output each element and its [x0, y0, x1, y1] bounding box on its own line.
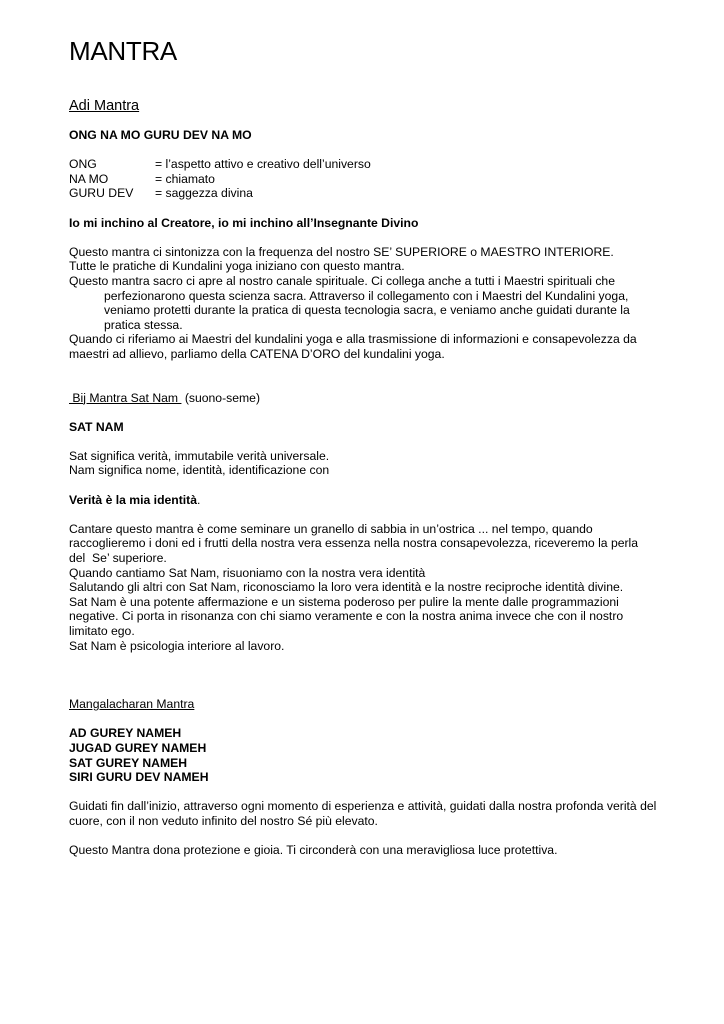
definition-term: ONG	[69, 157, 97, 172]
adi-translation: Io mi inchino al Creatore, io mi inchino all’Insegnante Divino	[69, 215, 419, 230]
definition-row	[69, 186, 659, 201]
definition-list	[69, 157, 659, 201]
mangalacharan-mantra-lines	[69, 726, 659, 784]
bij-affirmation	[69, 493, 659, 508]
bij-mantra-heading-underlined: Bij Mantra Sat Nam	[69, 390, 182, 405]
paragraph-line: Sat Nam è psicologia interiore al lavoro.	[69, 638, 285, 653]
adi-mantra-text: ONG NA MO GURU DEV NA MO	[69, 128, 252, 142]
adi-mantra-heading: Adi Mantra	[69, 98, 140, 114]
paragraph-line: limitato ego.	[69, 624, 135, 638]
paragraph-line: Quando ci riferiamo ai Maestri del kundalini yoga e alla trasmissione di informazioni e consapevolezza da	[69, 332, 637, 347]
paragraph-line: Quando cantiamo Sat Nam, risuoniamo con la nostra vera identità	[69, 565, 426, 580]
bij-affirmation-end: .	[197, 492, 201, 507]
paragraph-line: Guidati fin dall’inizio, attraverso ogni momento di esperienza e attività, guidati dalla nostra profonda verità del	[69, 799, 657, 814]
mantra-line: JUGAD GUREY NAMEH	[69, 740, 207, 755]
paragraph-line: pratica stessa.	[104, 317, 183, 332]
definition-row	[69, 172, 659, 187]
paragraph-line: maestri ad allievo, parliamo della CATENA D’ORO del kundalini yoga.	[69, 346, 445, 361]
mantra-line: SIRI GURU DEV NAMEH	[69, 770, 209, 785]
paragraph-line: veniamo protetti durante la pratica di questa tecnologia sacra, e veniamo anche guidati durante la	[104, 303, 630, 318]
mantra-line: SAT GUREY NAMEH	[69, 755, 188, 770]
paragraph-line: del Se’ superiore.	[69, 551, 167, 566]
bij-description	[69, 522, 659, 653]
mantra-line: AD GUREY NAMEH	[69, 726, 182, 741]
definition-row	[69, 157, 659, 172]
definition-term: GURU DEV	[69, 186, 134, 201]
paragraph-line: perfezionarono questa scienza sacra. Attraverso il collegamento con i Maestri del Kundalini yoga,	[104, 288, 629, 303]
paragraph-line: raccoglieremo i doni ed i frutti della nostra vera essenza nella nostra consapevolezza, riceveremo la perla	[69, 536, 639, 551]
bij-mantra-heading	[69, 391, 659, 406]
definition-meaning: = l’aspetto attivo e creativo dell’universo	[155, 157, 371, 172]
paragraph-line: Nam significa nome, identità, identificazione con	[69, 463, 330, 478]
bij-mantra-text: SAT NAM	[69, 419, 124, 434]
bij-affirmation-bold: Verità è la mia identità	[69, 492, 198, 507]
document-page	[69, 36, 659, 858]
adi-description	[69, 245, 659, 362]
paragraph-line: Cantare questo mantra è come seminare un granello di sabbia in un’ostrica ... nel tempo, quando	[69, 521, 593, 536]
paragraph-line: Sat significa verità, immutabile verità universale.	[69, 448, 330, 463]
paragraph-line: Sat Nam è una potente affermazione e un sistema poderoso per pulire la mente dalle programmazioni	[69, 594, 619, 609]
paragraph-line: Salutando gli altri con Sat Nam, riconosciamo la loro vera identità e la nostre reciproche identità divine.	[69, 580, 624, 595]
mangalacharan-heading: Mangalacharan Mantra	[69, 697, 195, 712]
paragraph-line: Questo mantra sacro ci apre al nostro canale spirituale. Ci collega anche a tutti i Maestri spirituali che	[69, 273, 615, 288]
definition-meaning: = chiamato	[155, 171, 215, 186]
paragraph-line: cuore, con il non veduto infinito del nostro Sé più elevato.	[69, 813, 378, 828]
page-title: MANTRA	[69, 36, 177, 66]
paragraph-line: Questo mantra ci sintonizza con la frequenza del nostro SE’ SUPERIORE o MAESTRO INTERIORE.	[69, 244, 614, 259]
definition-term: NA MO	[69, 171, 109, 186]
paragraph-line: Questo Mantra dona protezione e gioia. Ti circonderà con una meravigliosa luce protettiva.	[69, 843, 558, 858]
paragraph-line: Tutte le pratiche di Kundalini yoga iniziano con questo mantra.	[69, 259, 405, 274]
paragraph-line: negative. Ci porta in risonanza con chi siamo veramente e con la nostra anima invece che con il nostro	[69, 609, 624, 624]
bij-mantra-heading-suffix: (suono-seme)	[181, 390, 261, 405]
definition-meaning: = saggezza divina	[155, 186, 253, 201]
